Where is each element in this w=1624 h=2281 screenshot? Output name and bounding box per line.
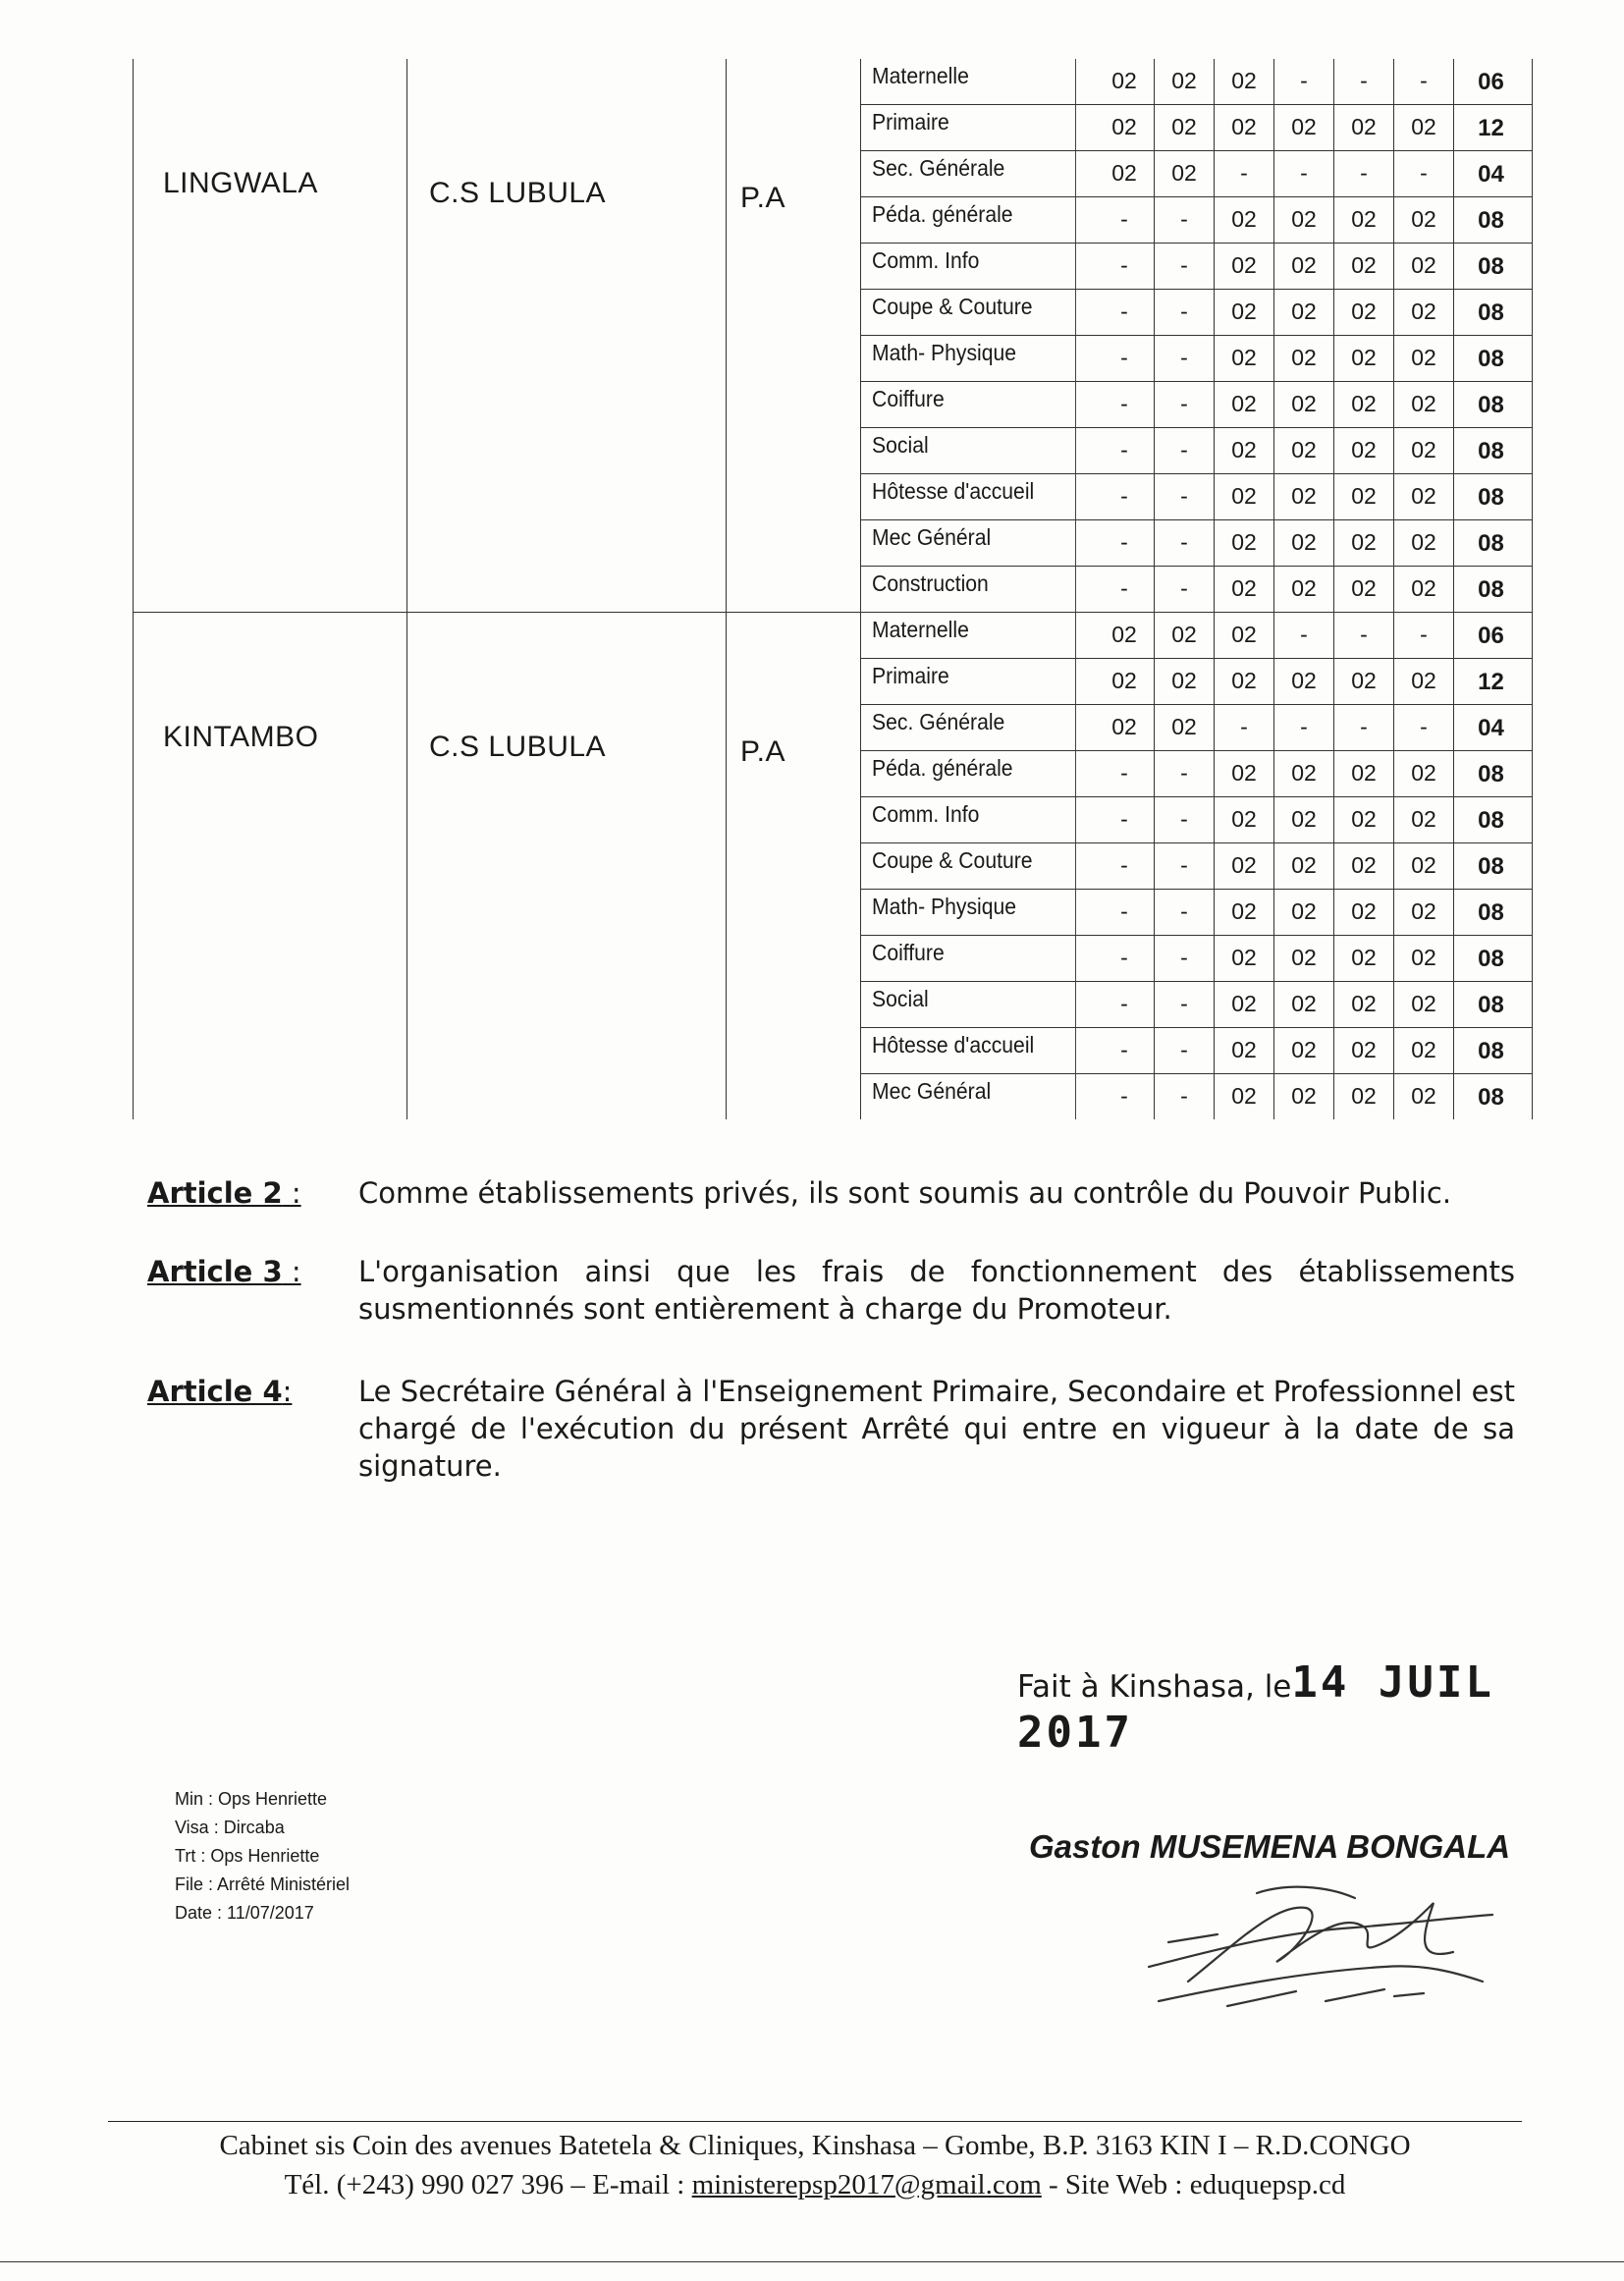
class-count-cell: - xyxy=(1095,567,1155,612)
class-count-cell: 02 xyxy=(1334,197,1394,243)
table-row xyxy=(861,428,1532,474)
commune-name-cell xyxy=(134,59,407,612)
school-block xyxy=(133,59,1533,612)
table-row xyxy=(861,1028,1532,1074)
table-row xyxy=(861,520,1532,567)
total-cell: 08 xyxy=(1478,807,1504,834)
class-count-cell: 02 xyxy=(1394,336,1454,381)
total-cell: 08 xyxy=(1478,946,1504,972)
class-count-cell: 02 xyxy=(1394,890,1454,935)
class-count-cell: - xyxy=(1155,336,1215,381)
total-cell: 08 xyxy=(1478,253,1504,280)
table-row xyxy=(861,982,1532,1028)
class-count-cell: 02 xyxy=(1394,1028,1454,1073)
class-count-cell: - xyxy=(1274,705,1334,750)
class-count-cell: 02 xyxy=(1095,659,1155,704)
class-count-cell: 02 xyxy=(1334,567,1394,612)
school-name-cell xyxy=(407,59,727,612)
total-cell: 12 xyxy=(1478,669,1504,695)
class-count-cell: 02 xyxy=(1334,797,1394,842)
page-bottom-divider xyxy=(0,2261,1624,2262)
class-count-cell: 02 xyxy=(1215,336,1274,381)
class-count-cell: - xyxy=(1095,428,1155,473)
school-name: C.S LUBULA xyxy=(429,731,607,763)
class-count-cell: 02 xyxy=(1334,1074,1394,1119)
footer-phone: Tél. (+243) 990 027 396 – E-mail : xyxy=(284,2169,692,2200)
article-label: Article 2 : xyxy=(147,1176,301,1210)
class-count-cell: 02 xyxy=(1274,659,1334,704)
class-count-cell: 02 xyxy=(1215,936,1274,981)
footer-email-link[interactable]: ministerepsp2017@gmail.com xyxy=(691,2169,1042,2200)
footer-website: - Site Web : eduquepsp.cd xyxy=(1041,2169,1346,2200)
class-count-cell: - xyxy=(1394,59,1454,104)
class-count-cell: 02 xyxy=(1334,474,1394,519)
ref-line: Min : Ops Henriette xyxy=(175,1789,328,1809)
section-name: Sec. Générale xyxy=(861,705,1076,750)
class-count-cell: - xyxy=(1215,705,1274,750)
total-cell: 06 xyxy=(1478,69,1504,95)
class-count-cell: 02 xyxy=(1334,105,1394,150)
total-cell: 08 xyxy=(1478,207,1504,234)
section-name: Hôtesse d'accueil xyxy=(861,1028,1076,1073)
sections-list xyxy=(861,59,1532,612)
class-count-cell: 02 xyxy=(1334,659,1394,704)
total-cell: 04 xyxy=(1478,715,1504,741)
table-row xyxy=(861,59,1532,105)
section-name: Mec Général xyxy=(861,1074,1076,1119)
closing-place-date xyxy=(1017,1657,1624,1758)
class-count-cell: - xyxy=(1155,428,1215,473)
school-status-cell xyxy=(727,613,861,1119)
class-count-cell: 02 xyxy=(1334,382,1394,427)
class-count-cell: - xyxy=(1095,244,1155,289)
class-count-cell: 02 xyxy=(1095,705,1155,750)
table-row xyxy=(861,151,1532,197)
class-count-cell: 02 xyxy=(1394,474,1454,519)
class-count-cell: - xyxy=(1155,751,1215,796)
class-count-cell: 02 xyxy=(1394,659,1454,704)
class-count-cell: - xyxy=(1274,613,1334,658)
table-row xyxy=(861,659,1532,705)
table-row xyxy=(861,567,1532,612)
class-count-cell: - xyxy=(1095,520,1155,566)
total-cell: 08 xyxy=(1478,761,1504,787)
total-cell: 06 xyxy=(1478,623,1504,649)
class-count-cell: 02 xyxy=(1155,659,1215,704)
class-count-cell: 02 xyxy=(1334,520,1394,566)
class-count-cell: 02 xyxy=(1394,982,1454,1027)
class-count-cell: - xyxy=(1155,1074,1215,1119)
class-count-cell: 02 xyxy=(1334,936,1394,981)
section-name: Math- Physique xyxy=(861,336,1076,381)
class-count-cell: 02 xyxy=(1394,843,1454,889)
commune-name: LINGWALA xyxy=(163,167,318,199)
section-name: Social xyxy=(861,982,1076,1027)
class-count-cell: 02 xyxy=(1394,751,1454,796)
section-name: Coiffure xyxy=(861,936,1076,981)
class-count-cell: 02 xyxy=(1215,613,1274,658)
class-count-cell: 02 xyxy=(1274,982,1334,1027)
footer xyxy=(108,2126,1522,2204)
total-cell: 08 xyxy=(1478,1084,1504,1111)
class-count-cell: - xyxy=(1155,1028,1215,1073)
class-count-cell: 02 xyxy=(1274,336,1334,381)
signer-name: Gaston MUSEMENA BONGALA xyxy=(1029,1828,1511,1865)
school-status: P.A xyxy=(740,735,785,768)
total-cell: 04 xyxy=(1478,161,1504,188)
commune-name: KINTAMBO xyxy=(163,721,319,753)
total-cell: 08 xyxy=(1478,576,1504,603)
class-count-cell: 02 xyxy=(1215,982,1274,1027)
section-name: Péda. générale xyxy=(861,751,1076,796)
section-name: Primaire xyxy=(861,105,1076,150)
table-row xyxy=(861,936,1532,982)
section-name: Coiffure xyxy=(861,382,1076,427)
ref-line: Visa : Dircaba xyxy=(175,1818,285,1837)
class-count-cell: 02 xyxy=(1215,751,1274,796)
section-name: Construction xyxy=(861,567,1076,612)
class-count-cell: - xyxy=(1155,843,1215,889)
class-count-cell: - xyxy=(1095,1028,1155,1073)
table-row xyxy=(861,705,1532,751)
class-count-cell: 02 xyxy=(1394,428,1454,473)
class-count-cell: - xyxy=(1155,197,1215,243)
class-count-cell: 02 xyxy=(1274,1074,1334,1119)
class-count-cell: - xyxy=(1394,705,1454,750)
class-count-cell: 02 xyxy=(1155,613,1215,658)
school-block xyxy=(133,612,1533,1119)
class-count-cell: 02 xyxy=(1095,105,1155,150)
total-cell: 08 xyxy=(1478,853,1504,880)
section-name: Hôtesse d'accueil xyxy=(861,474,1076,519)
class-count-cell: - xyxy=(1155,982,1215,1027)
section-name: Mec Général xyxy=(861,520,1076,566)
class-count-cell: 02 xyxy=(1274,843,1334,889)
class-count-cell: - xyxy=(1095,382,1155,427)
ref-line: File : Arrêté Ministériel xyxy=(175,1874,351,1894)
total-cell: 08 xyxy=(1478,346,1504,372)
class-count-cell: - xyxy=(1095,751,1155,796)
class-count-cell: 02 xyxy=(1334,428,1394,473)
table-row xyxy=(861,336,1532,382)
class-count-cell: - xyxy=(1155,520,1215,566)
class-count-cell: 02 xyxy=(1274,244,1334,289)
class-count-cell: 02 xyxy=(1334,1028,1394,1073)
class-count-cell: - xyxy=(1155,567,1215,612)
closing-date-stamp: 14 JUIL 2017 xyxy=(1017,1657,1494,1758)
class-count-cell: 02 xyxy=(1334,982,1394,1027)
class-count-cell: 02 xyxy=(1215,797,1274,842)
table-row xyxy=(861,197,1532,244)
class-count-cell: 02 xyxy=(1394,290,1454,335)
class-count-cell: - xyxy=(1095,290,1155,335)
total-cell: 08 xyxy=(1478,1038,1504,1064)
sections-list xyxy=(861,613,1532,1119)
class-count-cell: 02 xyxy=(1155,151,1215,196)
class-count-cell: 02 xyxy=(1215,105,1274,150)
article-label: Article 3 : xyxy=(147,1255,301,1288)
section-name: Coupe & Couture xyxy=(861,290,1076,335)
section-name: Comm. Info xyxy=(861,797,1076,842)
section-name: Comm. Info xyxy=(861,244,1076,289)
class-count-cell: 02 xyxy=(1334,843,1394,889)
class-count-cell: 02 xyxy=(1155,59,1215,104)
class-count-cell: 02 xyxy=(1334,336,1394,381)
section-name: Péda. générale xyxy=(861,197,1076,243)
section-name: Sec. Générale xyxy=(861,151,1076,196)
total-cell: 08 xyxy=(1478,899,1504,926)
article-label: Article 4: xyxy=(147,1375,293,1408)
class-count-cell: 02 xyxy=(1274,936,1334,981)
class-count-cell: 02 xyxy=(1334,244,1394,289)
class-count-cell: 02 xyxy=(1274,567,1334,612)
table-row xyxy=(861,843,1532,890)
table-row xyxy=(861,751,1532,797)
class-count-cell: - xyxy=(1095,1074,1155,1119)
class-count-cell: 02 xyxy=(1215,890,1274,935)
total-cell: 08 xyxy=(1478,484,1504,511)
article-text: Le Secrétaire Général à l'Enseignement Primaire, Secondaire et Professionnel est chargé de l'exécution du présent Arrêté qui entre en vigueur à la date de sa signature. xyxy=(358,1375,1515,1483)
table-row xyxy=(861,474,1532,520)
class-count-cell: 02 xyxy=(1215,520,1274,566)
section-name: Math- Physique xyxy=(861,890,1076,935)
class-count-cell: 02 xyxy=(1215,843,1274,889)
class-count-cell: 02 xyxy=(1215,290,1274,335)
schools-table xyxy=(133,59,1533,1119)
class-count-cell: - xyxy=(1274,59,1334,104)
class-count-cell: 02 xyxy=(1215,382,1274,427)
class-count-cell: 02 xyxy=(1215,474,1274,519)
section-name: Maternelle xyxy=(861,59,1076,104)
class-count-cell: - xyxy=(1155,290,1215,335)
class-count-cell: - xyxy=(1334,151,1394,196)
class-count-cell: 02 xyxy=(1274,1028,1334,1073)
class-count-cell: 02 xyxy=(1215,197,1274,243)
class-count-cell: - xyxy=(1394,151,1454,196)
class-count-cell: 02 xyxy=(1215,1074,1274,1119)
school-name: C.S LUBULA xyxy=(429,177,607,209)
total-cell: 08 xyxy=(1478,438,1504,464)
class-count-cell: - xyxy=(1274,151,1334,196)
class-count-cell: 02 xyxy=(1095,151,1155,196)
class-count-cell: 02 xyxy=(1274,428,1334,473)
class-count-cell: - xyxy=(1095,336,1155,381)
article-text: L'organisation ainsi que les frais de fonctionnement des établissements susmentionnés sont entièrement à charge du Promoteur. xyxy=(358,1255,1515,1326)
class-count-cell: 02 xyxy=(1394,936,1454,981)
commune-name-cell xyxy=(134,613,407,1119)
class-count-cell: - xyxy=(1155,797,1215,842)
class-count-cell: 02 xyxy=(1274,890,1334,935)
footer-contact xyxy=(108,2165,1522,2204)
class-count-cell: 02 xyxy=(1394,382,1454,427)
class-count-cell: 02 xyxy=(1274,290,1334,335)
class-count-cell: 02 xyxy=(1394,1074,1454,1119)
class-count-cell: 02 xyxy=(1274,751,1334,796)
class-count-cell: 02 xyxy=(1215,428,1274,473)
table-row xyxy=(861,290,1532,336)
class-count-cell: 02 xyxy=(1274,105,1334,150)
class-count-cell: - xyxy=(1095,936,1155,981)
class-count-cell: - xyxy=(1155,244,1215,289)
total-cell: 08 xyxy=(1478,530,1504,557)
total-cell: 12 xyxy=(1478,115,1504,141)
article-text: Comme établissements privés, ils sont soumis au contrôle du Pouvoir Public. xyxy=(358,1176,1452,1210)
footer-address: Cabinet sis Coin des avenues Batetela & Cliniques, Kinshasa – Gombe, B.P. 3163 KIN I – R.D.CONGO xyxy=(219,2130,1411,2161)
class-count-cell: - xyxy=(1155,936,1215,981)
class-count-cell: 02 xyxy=(1215,244,1274,289)
reference-block xyxy=(175,1785,350,1928)
class-count-cell: 02 xyxy=(1394,197,1454,243)
class-count-cell: - xyxy=(1215,151,1274,196)
section-name: Primaire xyxy=(861,659,1076,704)
school-status-cell xyxy=(727,59,861,612)
class-count-cell: 02 xyxy=(1274,520,1334,566)
section-name: Social xyxy=(861,428,1076,473)
table-row xyxy=(861,105,1532,151)
class-count-cell: 02 xyxy=(1274,197,1334,243)
class-count-cell: - xyxy=(1334,59,1394,104)
school-name-cell xyxy=(407,613,727,1119)
class-count-cell: 02 xyxy=(1274,797,1334,842)
footer-divider xyxy=(108,2121,1522,2122)
section-name: Maternelle xyxy=(861,613,1076,658)
class-count-cell: - xyxy=(1095,890,1155,935)
table-row xyxy=(861,382,1532,428)
class-count-cell: - xyxy=(1394,613,1454,658)
table-row xyxy=(861,890,1532,936)
class-count-cell: 02 xyxy=(1274,382,1334,427)
class-count-cell: 02 xyxy=(1394,520,1454,566)
table-row xyxy=(861,1074,1532,1119)
class-count-cell: 02 xyxy=(1215,659,1274,704)
table-row xyxy=(861,797,1532,843)
class-count-cell: - xyxy=(1095,982,1155,1027)
class-count-cell: 02 xyxy=(1394,105,1454,150)
school-status: P.A xyxy=(740,182,785,214)
class-count-cell: - xyxy=(1155,890,1215,935)
total-cell: 08 xyxy=(1478,392,1504,418)
class-count-cell: 02 xyxy=(1394,797,1454,842)
class-count-cell: 02 xyxy=(1274,474,1334,519)
total-cell: 08 xyxy=(1478,992,1504,1018)
ref-line: Date : 11/07/2017 xyxy=(175,1903,314,1923)
class-count-cell: 02 xyxy=(1394,567,1454,612)
class-count-cell: - xyxy=(1095,474,1155,519)
table-row xyxy=(861,244,1532,290)
class-count-cell: 02 xyxy=(1215,1028,1274,1073)
ref-line: Trt : Ops Henriette xyxy=(175,1846,320,1866)
class-count-cell: 02 xyxy=(1155,105,1215,150)
class-count-cell: 02 xyxy=(1215,567,1274,612)
class-count-cell: - xyxy=(1334,613,1394,658)
class-count-cell: - xyxy=(1155,474,1215,519)
class-count-cell: 02 xyxy=(1334,751,1394,796)
class-count-cell: 02 xyxy=(1334,890,1394,935)
table-row xyxy=(861,613,1532,659)
class-count-cell: 02 xyxy=(1334,290,1394,335)
handwritten-signature xyxy=(1129,1874,1502,2021)
closing-place: Fait à Kinshasa, le xyxy=(1017,1669,1292,1705)
class-count-cell: 02 xyxy=(1155,705,1215,750)
class-count-cell: 02 xyxy=(1095,613,1155,658)
class-count-cell: - xyxy=(1155,382,1215,427)
class-count-cell: - xyxy=(1095,197,1155,243)
section-name: Coupe & Couture xyxy=(861,843,1076,889)
total-cell: 08 xyxy=(1478,299,1504,326)
class-count-cell: - xyxy=(1095,797,1155,842)
class-count-cell: - xyxy=(1095,843,1155,889)
class-count-cell: 02 xyxy=(1215,59,1274,104)
class-count-cell: 02 xyxy=(1394,244,1454,289)
class-count-cell: - xyxy=(1334,705,1394,750)
class-count-cell: 02 xyxy=(1095,59,1155,104)
